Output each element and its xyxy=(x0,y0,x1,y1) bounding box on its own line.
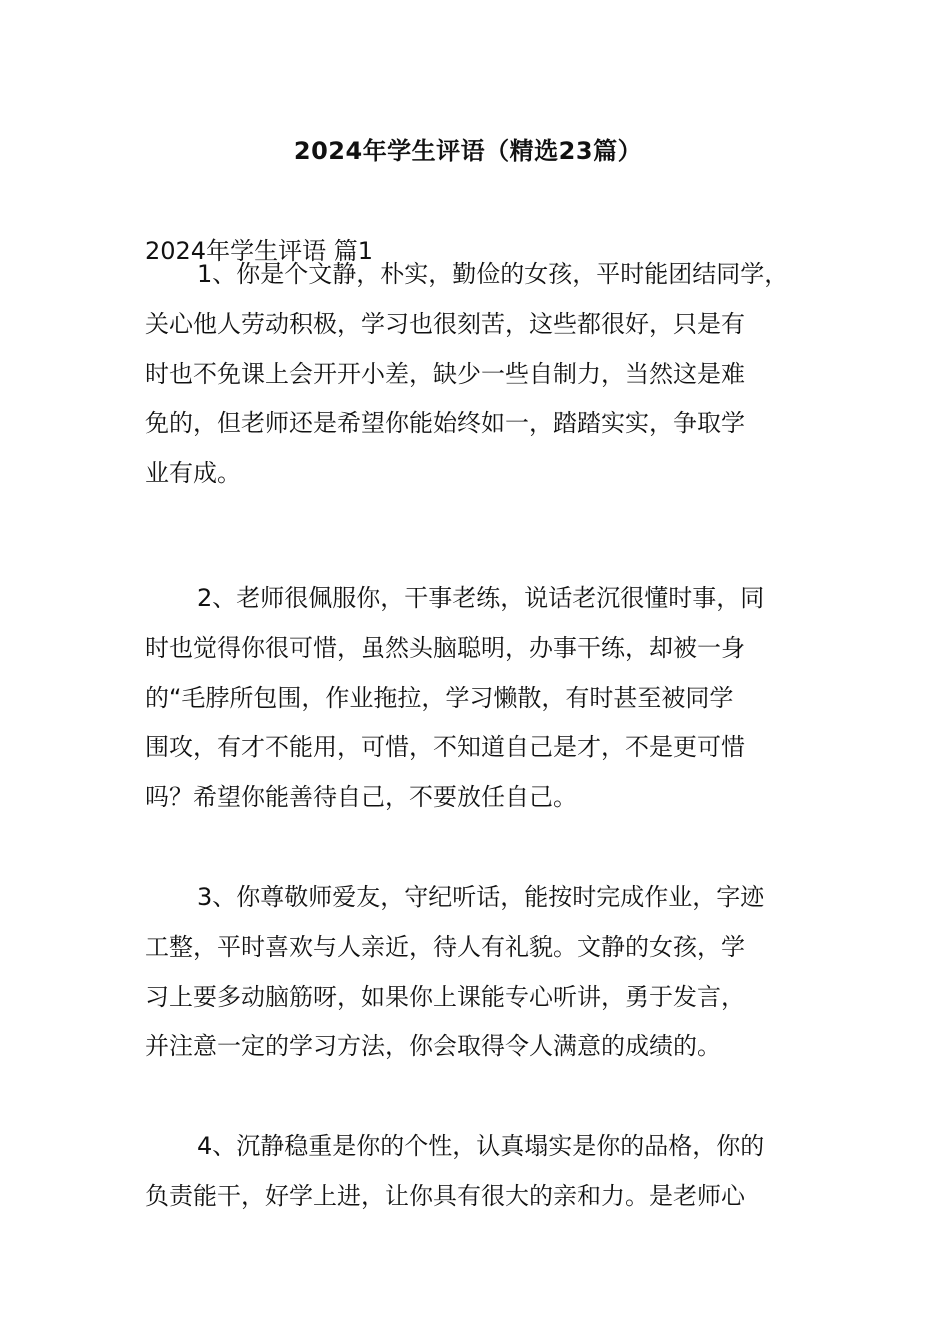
paragraph-line: 时也觉得你很可惜，虽然头脑聪明，办事干练，却被一身 xyxy=(145,633,745,662)
paragraph-line: 3、你尊敬师爱友，守纪听话，能按时完成作业，字迹 xyxy=(197,883,765,911)
paragraph-line: 1、你是个文静，朴实，勤俭的女孩，平时能团结同学， xyxy=(197,260,789,288)
paragraph-line: 2、老师很佩服你，干事老练，说话老沉很懂时事，同 xyxy=(197,584,765,612)
paragraph-line: 负责能干，好学上进，让你具有很大的亲和力。是老师心 xyxy=(145,1181,745,1210)
paragraph-line: 的“毛脖所包围，作业拖拉，学习懒散，有时甚至被同学 xyxy=(145,683,734,712)
section-heading: 2024年学生评语 篇1 xyxy=(145,237,373,265)
paragraph-line: 4、沉静稳重是你的个性，认真塌实是你的品格，你的 xyxy=(197,1132,765,1160)
paragraph-line: 并注意一定的学习方法，你会取得令人满意的成绩的。 xyxy=(145,1032,721,1061)
paragraph-comment-4 xyxy=(145,1122,815,1222)
paragraph-line: 工整，平时喜欢与人亲近，待人有礼貌。文静的女孩，学 xyxy=(145,932,745,961)
paragraph-comment-1 xyxy=(145,250,815,499)
paragraph-line: 时也不免课上会开开小差，缺少一些自制力，当然这是难 xyxy=(145,359,745,388)
paragraph-line: 吗？希望你能善待自己，不要放任自己。 xyxy=(145,783,577,812)
paragraph-line: 关心他人劳动积极，学习也很刻苦，这些都很好，只是有 xyxy=(145,309,745,338)
paragraph-line: 免的，但老师还是希望你能始终如一，踏踏实实，争取学 xyxy=(145,409,745,438)
paragraph-comment-3 xyxy=(145,873,815,1072)
document-title: 2024年学生评语（精选23篇） xyxy=(293,137,643,165)
paragraph-comment-2 xyxy=(145,574,815,823)
paragraph-line: 习上要多动脑筋呀，如果你上课能专心听讲，勇于发言， xyxy=(145,982,745,1011)
paragraph-line: 围攻，有才不能用，可惜，不知道自己是才，不是更可惜 xyxy=(145,733,745,762)
paragraph-line: 业有成。 xyxy=(145,459,241,488)
